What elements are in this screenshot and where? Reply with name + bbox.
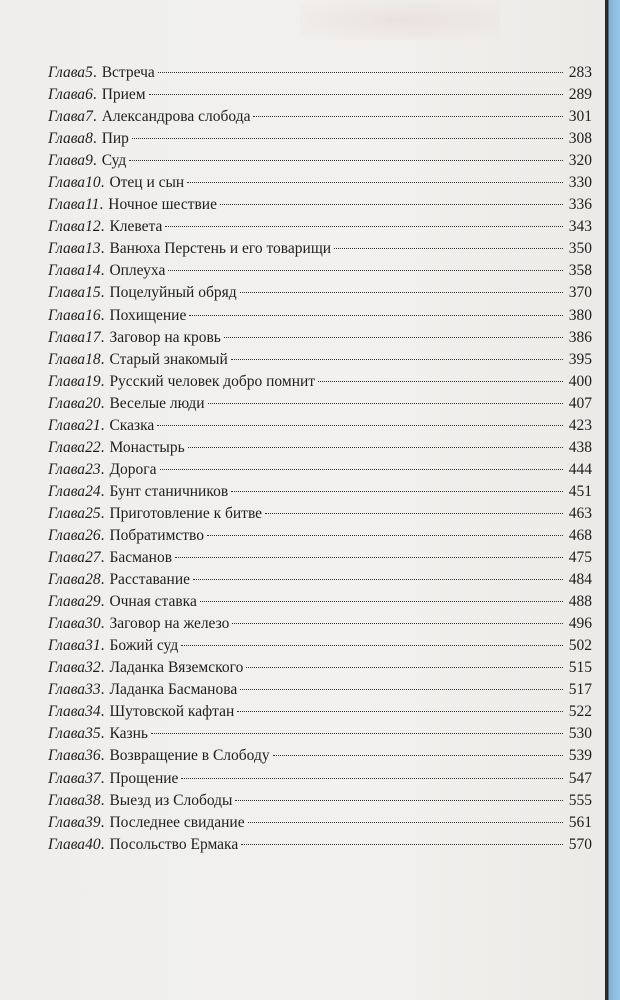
chapter-number-period: . — [92, 108, 97, 126]
chapter-title: Возвращение в Слободу — [109, 747, 270, 765]
chapter-number-period: . — [100, 372, 105, 390]
page-number: 320 — [568, 152, 592, 170]
chapter-title: Прощение — [109, 769, 179, 787]
chapter-number-period: . — [100, 835, 105, 853]
chapter-title: Расставание — [109, 571, 191, 589]
chapter-title: Приготовление к битве — [109, 504, 263, 522]
toc-entry — [48, 745, 592, 767]
chapter-title: Божий суд — [109, 637, 179, 655]
dot-leader — [232, 623, 563, 624]
chapter-label: Глава — [48, 703, 86, 721]
chapter-number: 22 — [85, 438, 101, 456]
page-number: 517 — [568, 681, 592, 699]
chapter-number-period: . — [100, 350, 105, 368]
dot-leader — [181, 778, 563, 779]
page-number: 423 — [568, 416, 592, 434]
chapter-number: 25 — [85, 504, 101, 522]
chapter-title: Суд — [101, 152, 127, 170]
dot-leader — [188, 447, 563, 448]
dot-leader — [235, 800, 563, 801]
page-number: 336 — [568, 196, 592, 214]
chapter-number-period: . — [100, 549, 105, 567]
chapter-number: 8 — [85, 130, 93, 148]
toc-entry — [48, 547, 592, 569]
chapter-number: 36 — [85, 747, 101, 765]
dot-leader — [265, 513, 563, 514]
chapter-number: 37 — [85, 769, 101, 787]
chapter-number-period: . — [100, 438, 105, 456]
chapter-number: 9 — [85, 152, 93, 170]
dot-leader — [187, 182, 563, 183]
page-number: 358 — [568, 262, 592, 280]
chapter-number-period: . — [100, 769, 105, 787]
toc-entry — [48, 613, 592, 635]
toc-entry — [48, 349, 592, 371]
chapter-number: 31 — [85, 637, 101, 655]
toc-entry — [48, 635, 592, 657]
dot-leader — [193, 579, 563, 580]
chapter-label: Глава — [48, 813, 86, 831]
page-number: 343 — [568, 218, 592, 236]
dot-leader — [168, 270, 563, 271]
chapter-number: 19 — [85, 372, 101, 390]
toc-entry — [48, 415, 592, 437]
chapter-label: Глава — [48, 747, 86, 765]
chapter-title: Заговор на кровь — [109, 328, 221, 346]
chapter-title: Очная ставка — [109, 593, 197, 611]
chapter-label: Глава — [48, 769, 86, 787]
chapter-title: Пир — [101, 130, 129, 148]
page-number: 407 — [568, 394, 592, 412]
chapter-number-period: . — [100, 218, 105, 236]
page-number: 555 — [568, 791, 592, 809]
chapter-title: Бунт станичников — [109, 482, 229, 500]
toc-entry — [48, 106, 592, 128]
chapter-label: Глава — [48, 681, 86, 699]
chapter-number: 32 — [85, 659, 101, 677]
page-number: 451 — [568, 482, 592, 500]
toc-entry — [48, 62, 592, 84]
chapter-title: Прием — [101, 86, 146, 104]
toc-entry — [48, 327, 592, 349]
chapter-title: Похищение — [109, 306, 187, 324]
dot-leader — [231, 359, 563, 360]
chapter-number: 16 — [85, 306, 101, 324]
chapter-number-period: . — [100, 615, 105, 633]
page-number: 547 — [568, 769, 592, 787]
chapter-number: 21 — [85, 416, 101, 434]
chapter-number: 39 — [85, 813, 101, 831]
dot-leader — [248, 822, 563, 823]
chapter-number-period: . — [92, 86, 97, 104]
dot-leader — [273, 755, 563, 756]
table-of-contents — [48, 62, 592, 856]
chapter-label: Глава — [48, 504, 86, 522]
chapter-label: Глава — [48, 152, 86, 170]
chapter-label: Глава — [48, 240, 86, 258]
chapter-title: Казнь — [109, 725, 148, 743]
chapter-label: Глава — [48, 174, 86, 192]
chapter-label: Глава — [48, 306, 86, 324]
chapter-number-period: . — [100, 174, 105, 192]
dot-leader — [158, 72, 563, 73]
chapter-label: Глава — [48, 130, 86, 148]
chapter-title: Клевета — [109, 218, 163, 236]
chapter-number: 26 — [85, 526, 101, 544]
chapter-label: Глава — [48, 218, 86, 236]
toc-entry — [48, 282, 592, 304]
dot-leader — [207, 535, 563, 536]
chapter-number: 7 — [85, 108, 93, 126]
chapter-label: Глава — [48, 482, 86, 500]
chapter-number: 33 — [85, 681, 101, 699]
chapter-label: Глава — [48, 86, 86, 104]
chapter-title: Шутовской кафтан — [109, 703, 235, 721]
page-number: 570 — [568, 835, 592, 853]
chapter-title: Отец и сын — [109, 174, 185, 192]
page-number: 386 — [568, 328, 592, 346]
chapter-number-period: . — [100, 240, 105, 258]
chapter-number: 12 — [85, 218, 101, 236]
chapter-label: Глава — [48, 460, 86, 478]
page-number: 522 — [568, 703, 592, 721]
page-number: 350 — [568, 240, 592, 258]
dot-leader — [208, 403, 563, 404]
page-number: 488 — [568, 593, 592, 611]
chapter-number: 35 — [85, 725, 101, 743]
dot-leader — [241, 844, 563, 845]
chapter-title: Побратимство — [109, 526, 204, 544]
toc-entry — [48, 84, 592, 106]
chapter-number: 24 — [85, 482, 101, 500]
chapter-number: 6 — [85, 86, 93, 104]
page-number: 301 — [568, 108, 592, 126]
chapter-label: Глава — [48, 791, 86, 809]
toc-entry — [48, 393, 592, 415]
toc-entry — [48, 569, 592, 591]
chapter-label: Глава — [48, 659, 86, 677]
chapter-label: Глава — [48, 262, 86, 280]
dot-leader — [189, 315, 563, 316]
chapter-title: Александрова слобода — [101, 108, 251, 126]
chapter-number: 34 — [85, 703, 101, 721]
dot-leader — [132, 138, 563, 139]
chapter-title: Ванюха Перстень и его товарищи — [109, 240, 332, 258]
page-number: 283 — [568, 64, 592, 81]
chapter-number-period: . — [100, 747, 105, 765]
toc-entry — [48, 150, 592, 172]
chapter-title: Монастырь — [109, 438, 185, 456]
chapter-number-period: . — [100, 813, 105, 831]
chapter-label: Глава — [48, 725, 86, 743]
toc-entry — [48, 437, 592, 459]
chapter-number: 27 — [85, 549, 101, 567]
chapter-title: Последнее свидание — [109, 813, 245, 831]
dot-leader — [129, 160, 563, 161]
dot-leader — [157, 425, 563, 426]
dot-leader — [334, 248, 563, 249]
chapter-number: 18 — [85, 350, 101, 368]
chapter-number-period: . — [100, 262, 105, 280]
chapter-number: 29 — [85, 593, 101, 611]
chapter-number-period: . — [92, 130, 97, 148]
chapter-number-period: . — [100, 284, 105, 302]
chapter-number-period: . — [100, 593, 105, 611]
chapter-title: Заговор на железо — [109, 615, 230, 633]
chapter-label: Глава — [48, 835, 86, 853]
chapter-label: Глава — [48, 328, 86, 346]
page-number: 530 — [568, 725, 592, 743]
dot-leader — [231, 491, 563, 492]
page-number: 444 — [568, 460, 592, 478]
chapter-label: Глава — [48, 196, 86, 214]
chapter-number: 30 — [85, 615, 101, 633]
chapter-label: Глава — [48, 108, 86, 126]
toc-entry — [48, 679, 592, 701]
chapter-number-period: . — [100, 681, 105, 699]
chapter-number-period: . — [100, 482, 105, 500]
chapter-title: Веселые люди — [109, 394, 205, 412]
chapter-number-period: . — [100, 504, 105, 522]
dot-leader — [240, 292, 563, 293]
chapter-number-period: . — [100, 637, 105, 655]
page-number: 330 — [568, 174, 592, 192]
ink-bleed-decoration — [300, 0, 500, 40]
dot-leader — [181, 645, 563, 646]
chapter-number: 11 — [85, 196, 100, 214]
chapter-number: 13 — [85, 240, 101, 258]
chapter-number-period: . — [100, 571, 105, 589]
toc-entry — [48, 723, 592, 745]
toc-entry — [48, 790, 592, 812]
toc-entry — [48, 481, 592, 503]
chapter-label: Глава — [48, 637, 86, 655]
toc-entry — [48, 503, 592, 525]
page-number: 308 — [568, 130, 592, 148]
toc-entry — [48, 238, 592, 260]
page-number: 380 — [568, 306, 592, 324]
chapter-number-period: . — [100, 328, 105, 346]
dot-leader — [237, 711, 563, 712]
chapter-number-period: . — [100, 659, 105, 677]
page-number: 468 — [568, 526, 592, 544]
chapter-number-period: . — [100, 394, 105, 412]
chapter-label: Глава — [48, 549, 86, 567]
toc-entry — [48, 834, 592, 856]
toc-entry — [48, 172, 592, 194]
chapter-label: Глава — [48, 416, 86, 434]
chapter-number: 17 — [85, 328, 101, 346]
chapter-title: Ночное шествие — [108, 196, 217, 214]
dot-leader — [149, 94, 563, 95]
chapter-number-period: . — [100, 460, 105, 478]
chapter-number-period: . — [100, 306, 105, 324]
chapter-number: 23 — [85, 460, 101, 478]
page-number: 289 — [568, 86, 592, 104]
chapter-number: 20 — [85, 394, 101, 412]
toc-entry — [48, 525, 592, 547]
chapter-label: Глава — [48, 526, 86, 544]
chapter-title: Выезд из Слободы — [109, 791, 233, 809]
page-number: 438 — [568, 438, 592, 456]
chapter-title: Ладанка Вяземского — [109, 659, 244, 677]
chapter-number: 15 — [85, 284, 101, 302]
chapter-label: Глава — [48, 593, 86, 611]
page-number: 463 — [568, 504, 592, 522]
chapter-title: Старый знакомый — [109, 350, 228, 368]
dot-leader — [200, 601, 563, 602]
chapter-number: 14 — [85, 262, 101, 280]
page-number: 370 — [568, 284, 592, 302]
page-number: 400 — [568, 372, 592, 390]
toc-entry — [48, 260, 592, 282]
chapter-title: Русский человек добро помнит — [109, 372, 316, 390]
dot-leader — [165, 226, 563, 227]
chapter-number-period: . — [100, 703, 105, 721]
chapter-label: Глава — [48, 64, 86, 81]
toc-entry — [48, 371, 592, 393]
chapter-label: Глава — [48, 394, 86, 412]
chapter-label: Глава — [48, 615, 86, 633]
page-number: 484 — [568, 571, 592, 589]
chapter-label: Глава — [48, 372, 86, 390]
toc-entry — [48, 657, 592, 679]
dot-leader — [220, 204, 563, 205]
page-edge — [605, 0, 620, 1000]
toc-entry — [48, 459, 592, 481]
toc-entry — [48, 812, 592, 834]
toc-entry — [48, 216, 592, 238]
chapter-title: Сказка — [109, 416, 155, 434]
chapter-title: Басманов — [109, 549, 173, 567]
chapter-number: 38 — [85, 791, 101, 809]
dot-leader — [318, 381, 563, 382]
page-number: 496 — [568, 615, 592, 633]
chapter-label: Глава — [48, 438, 86, 456]
chapter-number-period: . — [100, 725, 105, 743]
chapter-number-period: . — [99, 196, 104, 214]
dot-leader — [246, 667, 563, 668]
toc-entry — [48, 305, 592, 327]
chapter-number: 40 — [85, 835, 101, 853]
chapter-number-period: . — [100, 526, 105, 544]
chapter-title: Дорога — [109, 460, 157, 478]
chapter-label: Глава — [48, 284, 86, 302]
toc-entry — [48, 701, 592, 723]
chapter-number: 28 — [85, 571, 101, 589]
page-number: 475 — [568, 549, 592, 567]
dot-leader — [253, 116, 563, 117]
chapter-title: Встреча — [101, 64, 155, 81]
dot-leader — [151, 733, 563, 734]
page-number: 395 — [568, 350, 592, 368]
toc-entry — [48, 768, 592, 790]
chapter-title: Поцелуйный обряд — [109, 284, 237, 302]
chapter-number-period: . — [92, 64, 97, 81]
chapter-label: Глава — [48, 350, 86, 368]
dot-leader — [160, 469, 564, 470]
chapter-number-period: . — [100, 416, 105, 434]
dot-leader — [175, 557, 563, 558]
chapter-number-period: . — [92, 152, 97, 170]
chapter-title: Посольство Ермака — [109, 835, 239, 853]
toc-entry — [48, 194, 592, 216]
chapter-title: Ладанка Басманова — [109, 681, 238, 699]
page-number: 539 — [568, 747, 592, 765]
dot-leader — [240, 689, 563, 690]
page-number: 515 — [568, 659, 592, 677]
toc-entry — [48, 128, 592, 150]
chapter-title: Оплеуха — [109, 262, 166, 280]
toc-entry — [48, 591, 592, 613]
chapter-number: 10 — [85, 174, 101, 192]
page-number: 561 — [568, 813, 592, 831]
chapter-number-period: . — [100, 791, 105, 809]
chapter-label: Глава — [48, 571, 86, 589]
page-number: 502 — [568, 637, 592, 655]
dot-leader — [224, 337, 563, 338]
chapter-number: 5 — [85, 64, 93, 81]
